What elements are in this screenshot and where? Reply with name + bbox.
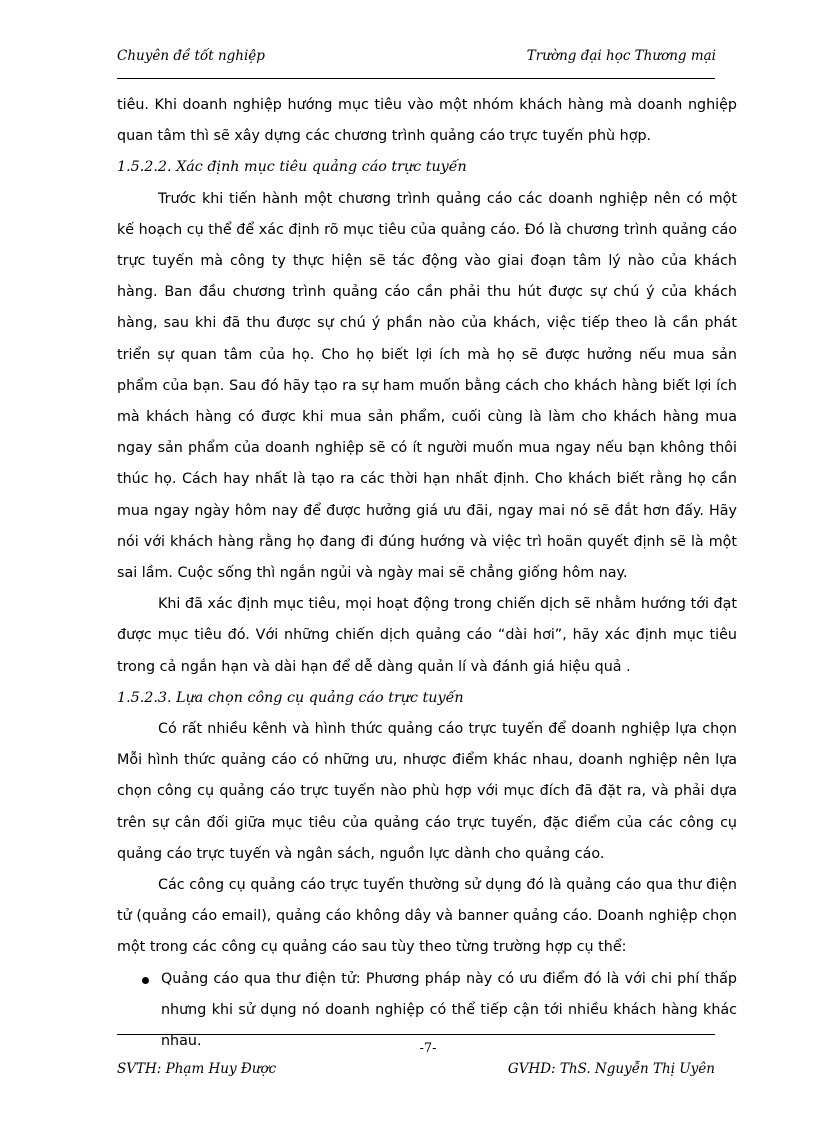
- page-number: -7-: [419, 1041, 437, 1056]
- header-right-title: Trường đại học Thương mại: [526, 48, 716, 64]
- page-header: [117, 48, 716, 72]
- bullet-icon: [142, 977, 149, 984]
- section-heading-1-5-2-3: 1.5.2.3. Lựa chọn công cụ quảng cáo trực tuyến: [117, 689, 464, 706]
- footnote-separator: [117, 1034, 287, 1035]
- header-left-title: Chuyên đề tốt nghiệp: [117, 48, 265, 64]
- paragraph-continuation: tiêu. Khi doanh nghiệp hướng mục tiêu vào một nhóm khách hàng mà doanh nghiệp quan tâm thì sẽ xây dựng các chương trình quảng cáo trực tuyến phù hợp.: [117, 97, 737, 145]
- document-body: [117, 90, 737, 1057]
- section-heading-1-5-2-2: 1.5.2.2. Xác định mục tiêu quảng cáo trực tuyến: [117, 159, 467, 176]
- paragraph-tools: Các công cụ quảng cáo trực tuyến thường sử dụng đó là quảng cáo qua thư điện tử (quảng cáo email), quảng cáo không dây và banner quảng cáo. Doanh nghiệp chọn một trong các công cụ quảng cáo sau tùy theo từng trường hợp cụ thể:: [117, 877, 737, 956]
- paragraph-channels: Có rất nhiều kênh và hình thức quảng cáo trực tuyến để doanh nghiệp lựa chọn Mỗi hình thức quảng cáo có những ưu, nhược điểm khác nhau, doanh nghiệp nên lựa chọn công cụ quảng cáo trực tuyến nào phù hợp với mục đích đã đặt ra, và phải dựa trên sự cân đối giữa mục tiêu của quảng cáo trực tuyến, đặc điểm của các công cụ quảng cáo trực tuyến và ngân sách, nguồn lực dành cho quảng cáo.: [117, 721, 737, 862]
- bullet-text: Quảng cáo qua thư điện tử: Phương pháp này có ưu điểm đó là với chi phí thấp nhưng khi sử dụng nó doanh nghiệp có thể tiếp cận tới nhiều khách hàng khác nhau.: [161, 970, 737, 1050]
- footer-advisor: GVHD: ThS. Nguyễn Thị Uyên: [507, 1061, 715, 1077]
- paragraph-objectives: Trước khi tiến hành một chương trình quảng cáo các doanh nghiệp nên có một kế hoạch cụ thể để xác định rõ mục tiêu của quảng cáo. Đó là chương trình quảng cáo trực tuyến mà công ty thực hiện sẽ tác động vào giai đoạn tâm lý nào của khách hàng. Ban đầu chương trình quảng cáo cần phải thu hút được sự chú ý của khách hàng, sau khi đã thu được sự chú ý phần nào của khách, việc tiếp theo là cần phát triển sự quan tâm của họ. Cho họ biết lợi ích mà họ sẽ được hưởng nếu mua sản phẩm của bạn. Sau đó hãy tạo ra sự ham muốn bằng cách cho khách hàng biết lợi ích mà khách hàng có được khi mua sản phẩm, cuối cùng là làm cho khách hàng mua ngay sản phẩm của doanh nghiệp sẽ có ít người muốn mua ngay nếu bạn không thôi thúc họ. Cách hay nhất là tạo ra các thời hạn nhất định. Cho khách biết rằng họ cần mua ngay ngày hôm nay để được hưởng giá ưu đãi, ngay mai nó sẽ đắt hơn đấy. Hãy nói với khách hàng rằng họ đang đi đúng hướng và việc trì hoãn quyết định sẽ là một sai lầm. Cuộc sống thì ngắn ngủi và ngày mai sẽ chẳng giống hôm nay.: [117, 190, 737, 582]
- header-divider: [117, 78, 715, 79]
- paragraph-campaign-goals: Khi đã xác định mục tiêu, mọi hoạt động trong chiến dịch sẽ nhằm hướng tới đạt được mục tiêu đó. Với những chiến dịch quảng cáo “dài hơi”, hãy xác định mục tiêu trong cả ngắn hạn và dài hạn để dễ dàng quản lí và đánh giá hiệu quả .: [117, 596, 737, 675]
- footer-student: SVTH: Phạm Huy Được: [117, 1061, 277, 1077]
